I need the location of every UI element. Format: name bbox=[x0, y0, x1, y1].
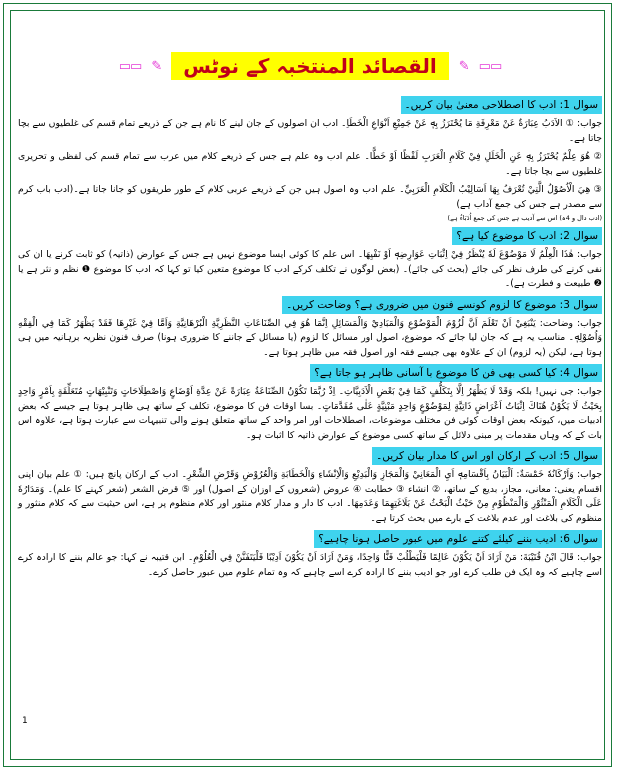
answer-paragraph: جواب: وَاَرْكَانُهٗ خَمْسَةٌ: اَلْبَيَانُ بِاَقْسَامِهٖ اَيِ الْمَعَانِيْ وَالْمَجَازِ وَالْبَدِيْعِ وَالْاِنْشَاءِ وَالْخَطَابَةِ وَالْعُرُوْضِ وَقَرْضِ الشِّعْرِ۔ ادب کے ارکان پانچ ہیں: ① علم بیان اپنی اقسام یعنی: معانی، مجاز، بدیع کے ساتھ، ② انشاء ③ خطابت ④ عروض (شعروں کے اوزان کے اصول) اور ⑤ قرض الشعر (شعر کہنے کا علم)۔ وَمَدَارُهٗ عَلَى الْكَلَامِ الْمَنْثُوْرِ وَالْمَنْظُوْمِ مِنْ حَيْثُ الْبَحْثُ عَنْ بَلَاغَتِهِمَا وَعَدَمِهَا۔ ادب کا دار و مدار کلام منثور اور کلام منظوم پر ہے، اس حیثیت سے کہ کلام منثور و منظوم کی بلاغت اور عدم بلاغت کے بارے میں بحث کرتا ہے۔ bbox=[18, 469, 602, 524]
page-number: 1 bbox=[22, 716, 28, 726]
question-heading: سوال 2: ادب کا موضوع کیا ہے؟ bbox=[452, 227, 602, 245]
answer-paragraph: جواب: هٰذَا الْعِلْمُ لَا مَوْضُوْعَ لَهٗ يُنْظَرُ فِيْ اِثْبَاتِ عَوَارِضِهٖ اَوْ نَفْيِهَا۔ اس علم کا کوئی ایسا موضوع نہیں ہے جس کے عوارض (ذاتیہ) کو ثابت کرنے یا ان کی نفی کرنے کی طرف نظر کی جائے (بحث کی جائے)۔ (بعض لوگوں نے تکلف کرکے ادب کا موضوع متعین کیا تو کہا کہ ادب کا موضوع ❶ نظم و نثر ہے یا ❷ طبیعت و فطرت ہے)۔ bbox=[18, 249, 602, 289]
pen-icon: ✎ bbox=[151, 58, 162, 74]
answer-paragraph: جواب: وضاحت: يَنْبَغِيْ اَنْ تَعْلَمَ اَنَّ لُزُوْمَ الْمَوْضُوْعِ وَالْمَبَادِيْ وَالْمَسَائِلِ اِنَّمَا هُوَ فِي الصِّنَاعَاتِ النَّظَرِيَّةِ الْبُرْهَانِيَّةِ وَاَمَّا فِيْ غَيْرِهَا فَقَدْ يَظْهَرُ كَمَا فِي الْفِقْهِ وَاُصُوْلِهٖ۔ مناسب یہ ہے کہ جان لیا جائے کہ موضوع، اصول اور مسائل کا لزوم (یا مسائل کے جاننے کا ضروری ہونا) صرف فنون نظریہ برہانیہ میں ہی ہوتا ہے، لیکن (یہ لزوم) ان کے علاوہ بھی جیسے فقہ اور اصول فقہ میں ظاہر ہوتا ہے۔ bbox=[18, 317, 602, 358]
answer-paragraph: ③ هِيَ الْاُصُوْلُ الَّتِيْ تُعْرَفُ بِهَا اَسَالِيْبُ الْكَلَامِ الْعَرَبِيِّ۔ علم ادب وہ اصول ہیں جن کے ذریعے عربی کلام کے طور طریقوں کو جانا جاتا ہے۔(ادب باب کرم سے مصدر ہے جس کی جمع آداب ہے) bbox=[18, 184, 602, 210]
notes-content bbox=[18, 92, 602, 584]
section-5 bbox=[18, 447, 602, 526]
section-6 bbox=[18, 530, 602, 580]
answer-paragraph: ② هُوَ عِلْمٌ يُحْتَرَزُ بِهٖ عَنِ الْخَلَلِ فِيْ كَلَامِ الْعَرَبِ لَفْظًا اَوْ خَطًّا۔ علم ادب وہ علم ہے جس کے ذریعے کلام میں عرب سے تمام قسم کی لفظی و تحریری غلطیوں سے بچا جاتا ہے۔ bbox=[18, 151, 602, 177]
answer-paragraph: جواب: قَالَ ابْنُ قُتَيْبَةَ: مَنْ اَرَادَ اَنْ يَكُوْنَ عَالِمًا فَلْيَطْلُبْ فَنًّا وَاحِدًا، وَمَنْ اَرَادَ اَنْ يَكُوْنَ اَدِيْبًا فَلْيَتَفَنَّنْ فِي الْعُلُوْمِ۔ ابن قتیبہ نے کہا: جو عالم بننے کا ارادہ کرے اسے چاہیے کہ وہ ایک فن طلب کرے اور جو ادیب بننے کا ارادہ کرے اسے چاہیے کہ وہ تمام علوم میں عبور حاصل کرے۔ bbox=[18, 552, 602, 578]
page-title: القصائد المنتخبہ کے نوٹس bbox=[171, 52, 449, 80]
title-row bbox=[0, 48, 620, 84]
answer-note: (ادب دال و 4ہ) اس سے آدیب ہے جس کی جمع اُدَبَاءُ ہے) bbox=[447, 214, 602, 222]
book-icon: ▭▭ bbox=[118, 58, 142, 74]
pen-icon: ✎ bbox=[458, 58, 469, 74]
answer-paragraph: جواب: ① الاَدَبُ عِبَارَةٌ عَنْ مَعْرِفَةِ مَا يُحْتَرَزُ بِهٖ عَنْ جَمِيْعِ اَنْوَاعِ الْخَطَاِ۔ ادب ان اصولوں کے جان لینے کا نام ہے جن کے ذریعے تمام قسم کی غلطیوں سے بچا جاتا ہے۔ bbox=[18, 118, 602, 144]
section-2 bbox=[18, 227, 602, 292]
question-heading: سوال 6: ادیب بننے کیلئے کتنے علوم میں عبور حاصل ہونا چاہیے؟ bbox=[314, 530, 602, 548]
question-heading: سوال 1: ادب کا اصطلاحی معنیٰ بیان کریں۔ bbox=[401, 96, 602, 114]
question-heading: سوال 5: ادب کے ارکان اور اس کا مدار بیان کریں۔ bbox=[372, 447, 602, 465]
question-heading: سوال 3: موضوع کا لزوم کونسے فنون میں ضروری ہے؟ وضاحت کریں۔ bbox=[282, 296, 602, 314]
section-4 bbox=[18, 364, 602, 443]
answer-paragraph: جواب: جی نہیں! بلکہ وَقَدْ لَا يَظْهَرُ اِلَّا بِتَكَلُّفٍ كَمَا فِيْ بَعْضِ الْاَدَبِيَّاتِ۔ اِذْ رُبَّمَا تَكُوْنُ الصِّنَاعَةُ عِبَارَةً عَنْ عِدَّةِ اَوْضَاعٍ وَاصْطِلَاحَاتٍ وَتَنْبِيْهَاتٍ مُتَعَلِّقَةٍ بِاَمْرٍ وَاحِدٍ بِحَيْثُ لَا يَكُوْنُ هُنَاكَ اِثْبَاتُ اَعْرَاضٍ ذَاتِيَّةٍ لِمَوْضُوْعٍ وَاحِدٍ مَبْنِيَّةٍ عَلٰى مُقَدَّمَاتٍ۔ بسا اوقات فن کا موضوع، تکلف کے ساتھ ہی ظاہر ہوتا ہے جیسے کہ بعض ادبیات میں، کیونکہ بعض اوقات کوئی فن مختلف موضوعات، اصطلاحات اور امر واحد کے ساتھ متعلق ہونے والی تنبیہات سے عبارت ہوتا ہے، علاوہ اس بات کے کہ وہاں مقدمات پر مبنی دلائل کے ساتھ کسی موضوع کے عوارض ذاتیہ کا اثبات ہو۔ bbox=[18, 386, 602, 441]
section-3 bbox=[18, 296, 602, 361]
section-1 bbox=[18, 96, 602, 223]
book-icon: ▭▭ bbox=[478, 58, 502, 74]
question-heading: سوال 4: کیا کسی بھی فن کا موضوع با آسانی ظاہر ہو جاتا ہے؟ bbox=[310, 364, 602, 382]
